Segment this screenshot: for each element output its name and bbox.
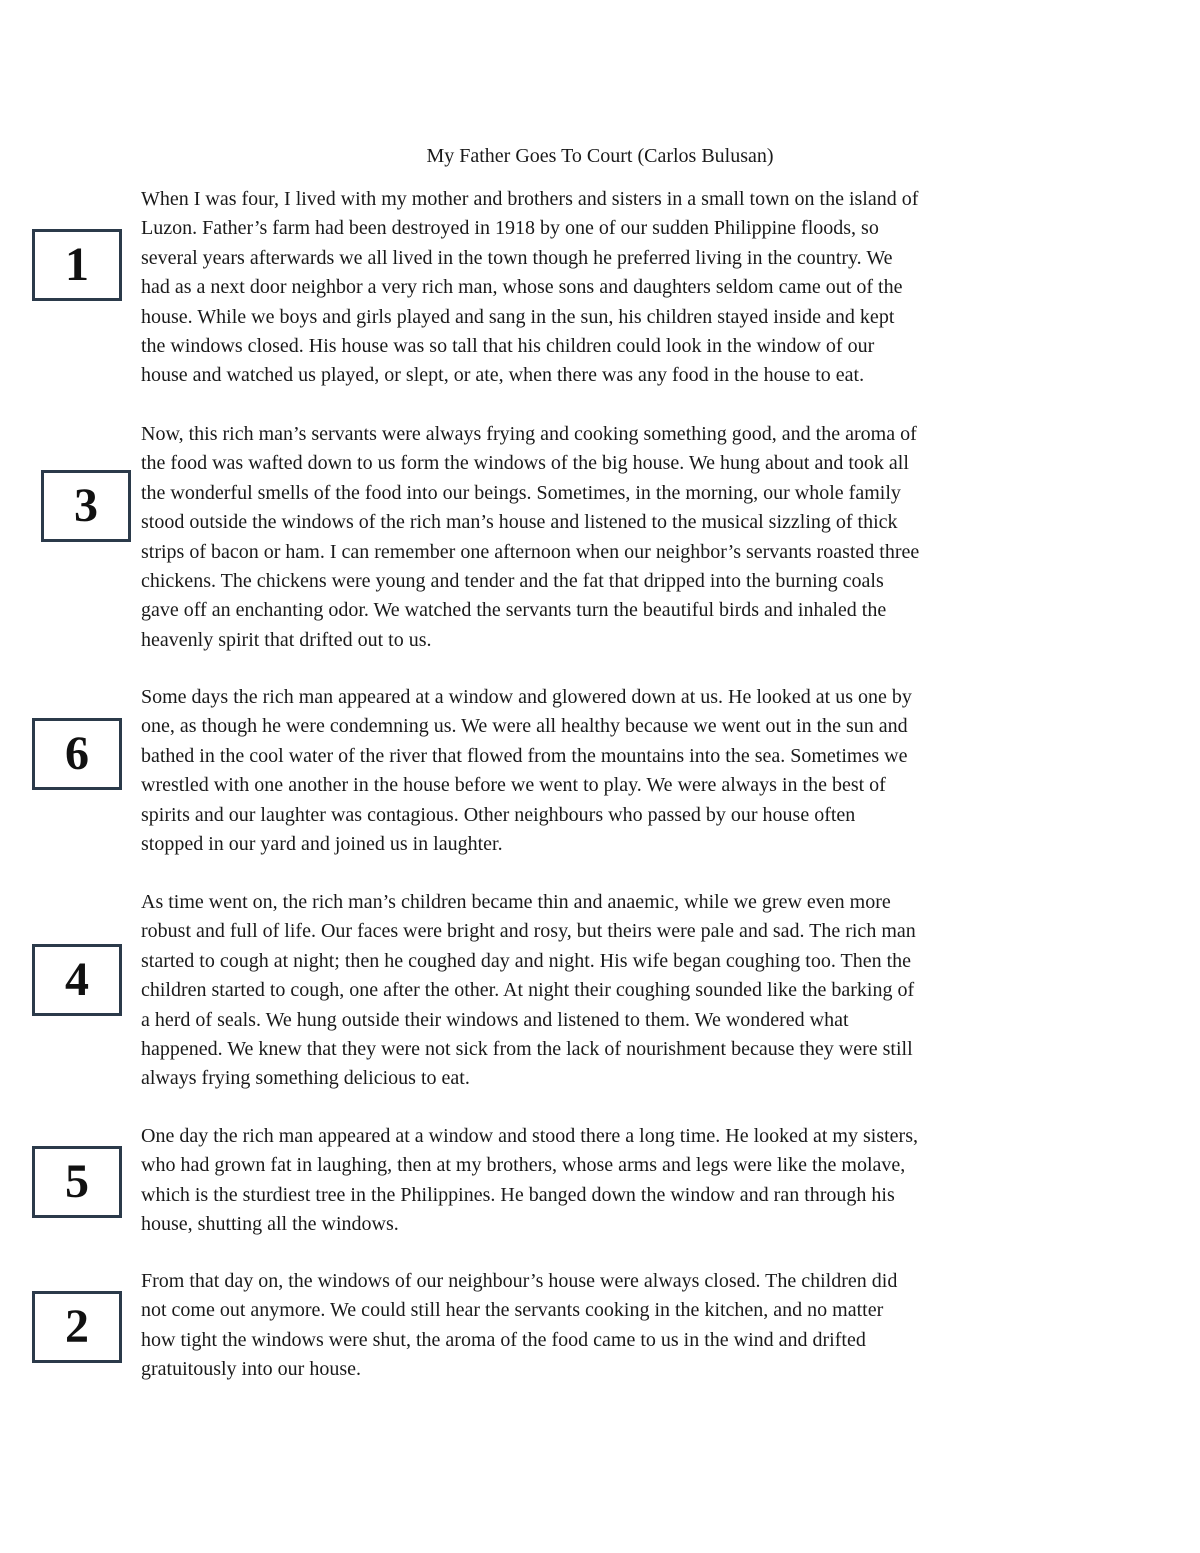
paragraph-4: As time went on, the rich man’s children became thin and anaemic, while we grew even more robust and full of life. Our faces were bright and rosy, but theirs were pale and sad. The rich man started to cough at night; then he coughed day and night. His wife began coughing too. Then the children started to cough, one after the other. At night their coughing sounded like the barking of a herd of seals. We hung outside their windows and listened to them. We wondered what happened. We knew that they were not sick from the lack of nourishment because they were still always frying something delicious to eat.: [141, 891, 916, 1090]
section-number-box: 6: [32, 718, 122, 790]
paragraph-3: Some days the rich man appeared at a window and glowered down at us. He looked at us one by one, as though he were condemning us. We were all healthy because we went out in the sun and bathed in the cool water of the river that flowed from the mountains into the sea. Sometimes we wrestled with one another in the house before we went to play. We were always in the best of spirits and our laughter was contagious. Other neighbours who passed by our house often stopped in our yard and joined us in laughter.: [141, 686, 912, 856]
section-number-box: 5: [32, 1146, 122, 1218]
section-number-box: 4: [32, 944, 122, 1016]
document-title: My Father Goes To Court (Carlos Bulusan): [426, 145, 774, 167]
section-number-box: 1: [32, 229, 122, 301]
section-number-box: 2: [32, 1291, 122, 1363]
section-number-box: 3: [41, 470, 131, 542]
paragraph-6: From that day on, the windows of our neighbour’s house were always closed. The children did not come out anymore. We could still hear the servants cooking in the kitchen, and no matter how tight the windows were shut, the aroma of the food came to us in the wind and drifted gratuitously into our house.: [141, 1270, 898, 1381]
paragraph-1: When I was four, I lived with my mother and brothers and sisters in a small town on the island of Luzon. Father’s farm had been destroyed in 1918 by one of our sudden Philippine floods, so several years afterwards we all lived in the town though he preferred living in the country. We had as a next door neighbor a very rich man, whose sons and daughters seldom came out of the house. While we boys and girls played and sang in the sun, his children stayed inside and kept the windows closed. His house was so tall that his children could look in the window of our house and watched us played, or slept, or ate, when there was any food in the house to eat.: [141, 188, 919, 387]
paragraph-2: Now, this rich man’s servants were always frying and cooking something good, and the aroma of the food was wafted down to us form the windows of the big house. We hung about and took all the wonderful smells of the food into our beings. Sometimes, in the morning, our whole family stood outside the windows of the rich man’s house and listened to the musical sizzling of thick strips of bacon or ham. I can remember one afternoon when our neighbor’s servants roasted three chickens. The chickens were young and tender and the fat that dripped into the burning coals gave off an enchanting odor. We watched the servants turn the beautiful birds and inhaled the heavenly spirit that drifted out to us.: [141, 423, 920, 651]
paragraph-5: One day the rich man appeared at a window and stood there a long time. He looked at my sisters, who had grown fat in laughing, then at my brothers, whose arms and legs were like the molave, which is the sturdiest tree in the Philippines. He banged down the window and ran through his house, shutting all the windows.: [141, 1125, 918, 1236]
